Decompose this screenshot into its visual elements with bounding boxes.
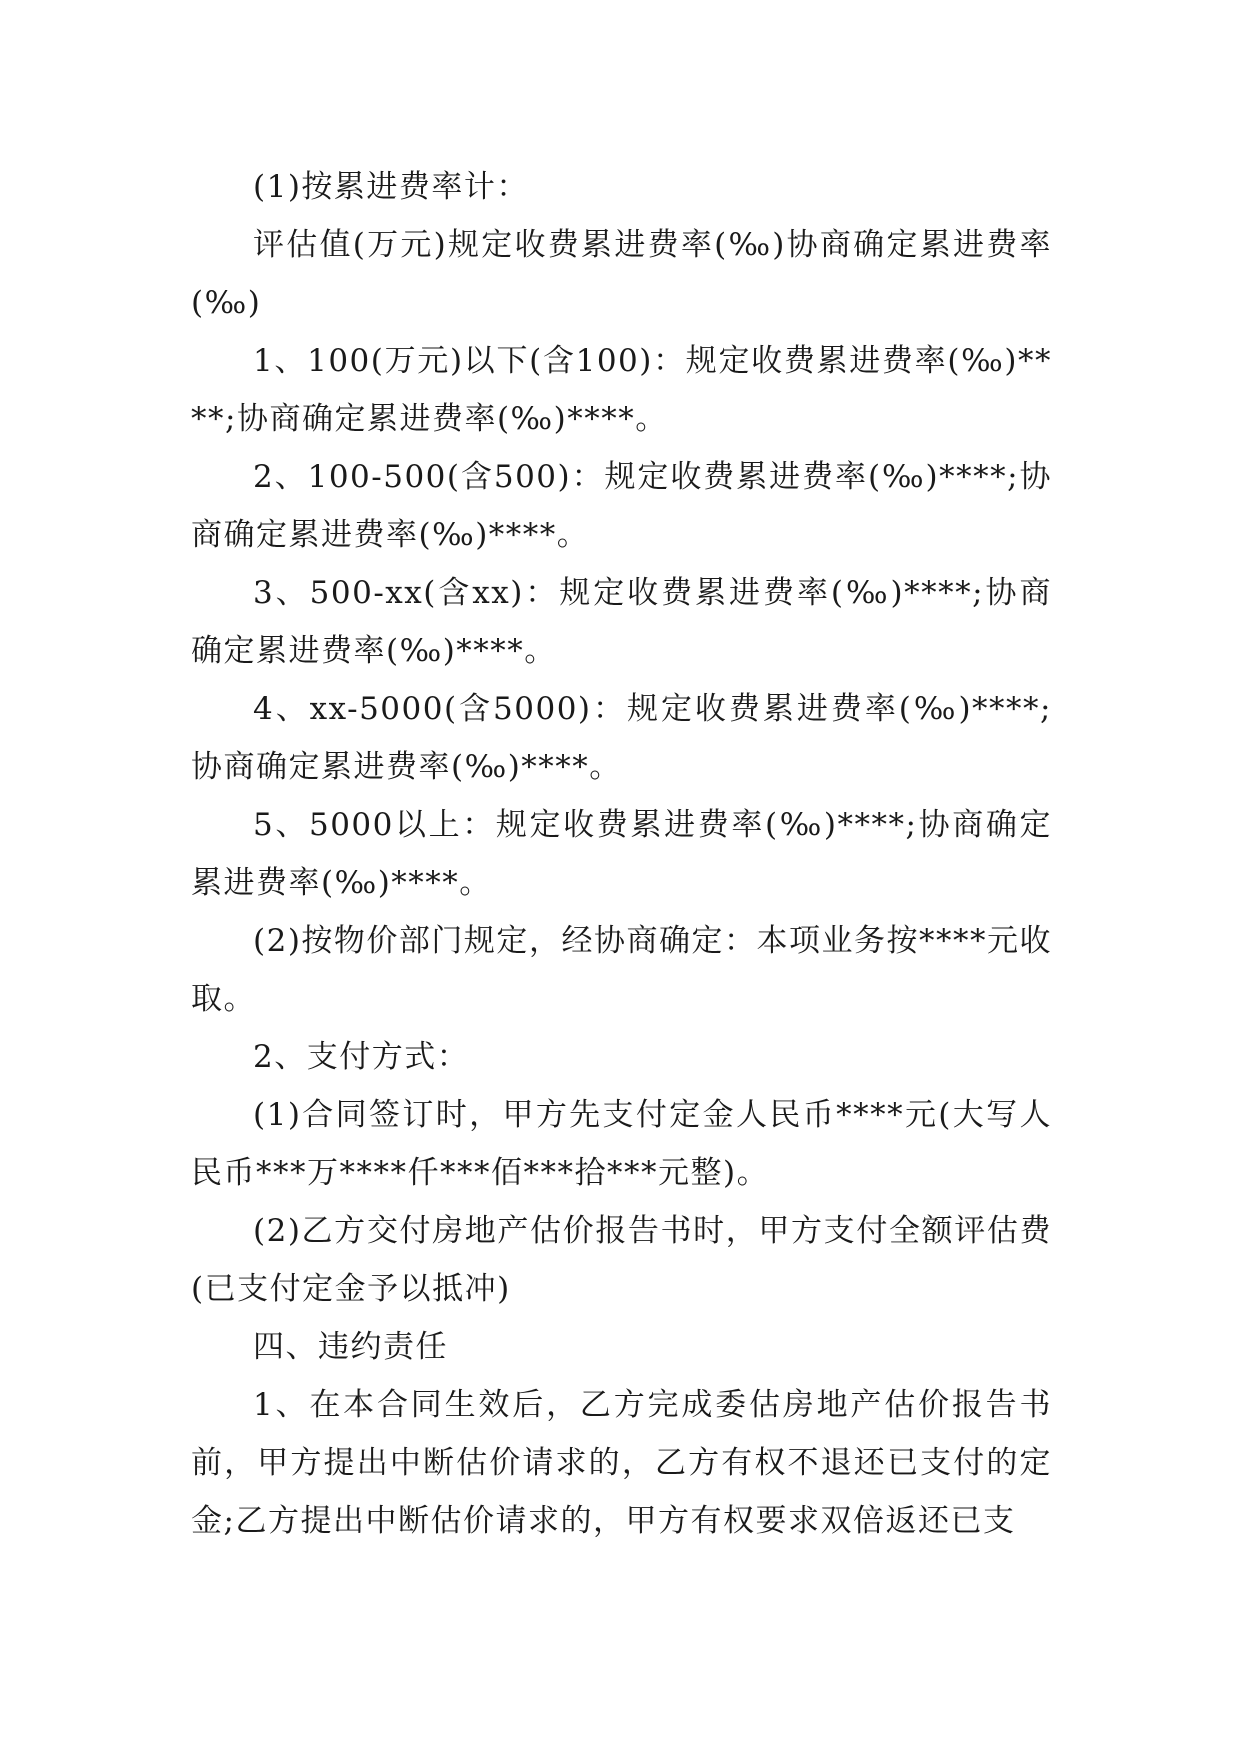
paragraph-rate-tier-3: 3、500-xx(含xx)：规定收费累进费率(‰)****;协商确定累进费率(‰)****。 [191,575,1052,669]
paragraph-rate-tier-2: 2、100-500(含500)：规定收费累进费率(‰)****;协商确定累进费率(‰)****。 [191,459,1052,553]
paragraph-payment-heading: 2、支付方式： [253,1039,470,1075]
paragraph-rate-tier-5: 5、5000以上：规定收费累进费率(‰)****;协商确定累进费率(‰)****。 [191,807,1052,901]
paragraph-payment-deposit: (1)合同签订时，甲方先支付定金人民币****元(大写人民币***万****仟***佰***拾***元整)。 [191,1097,1052,1191]
document-body [191,158,1052,1550]
paragraph-fee-method-1: (1)按累进费率计： [253,169,529,205]
paragraph-breach-1: 1、在本合同生效后，乙方完成委估房地产估价报告书前，甲方提出中断估价请求的，乙方有权不退还已支付的定金;乙方提出中断估价请求的，甲方有权要求双倍返还已支 [191,1387,1052,1539]
paragraph-rate-table-header: 评估值(万元)规定收费累进费率(‰)协商确定累进费率(‰) [191,227,1052,321]
section-heading-breach: 四、违约责任 [253,1329,448,1365]
paragraph-rate-tier-1: 1、100(万元)以下(含100)：规定收费累进费率(‰)****;协商确定累进费率(‰)****。 [191,343,1052,437]
paragraph-payment-full: (2)乙方交付房地产估价报告书时，甲方支付全额评估费(已支付定金予以抵冲) [191,1213,1052,1307]
paragraph-fee-method-2: (2)按物价部门规定，经协商确定：本项业务按****元收取。 [191,923,1052,1017]
paragraph-rate-tier-4: 4、xx-5000(含5000)：规定收费累进费率(‰)****;协商确定累进费率(‰)****。 [191,691,1052,785]
